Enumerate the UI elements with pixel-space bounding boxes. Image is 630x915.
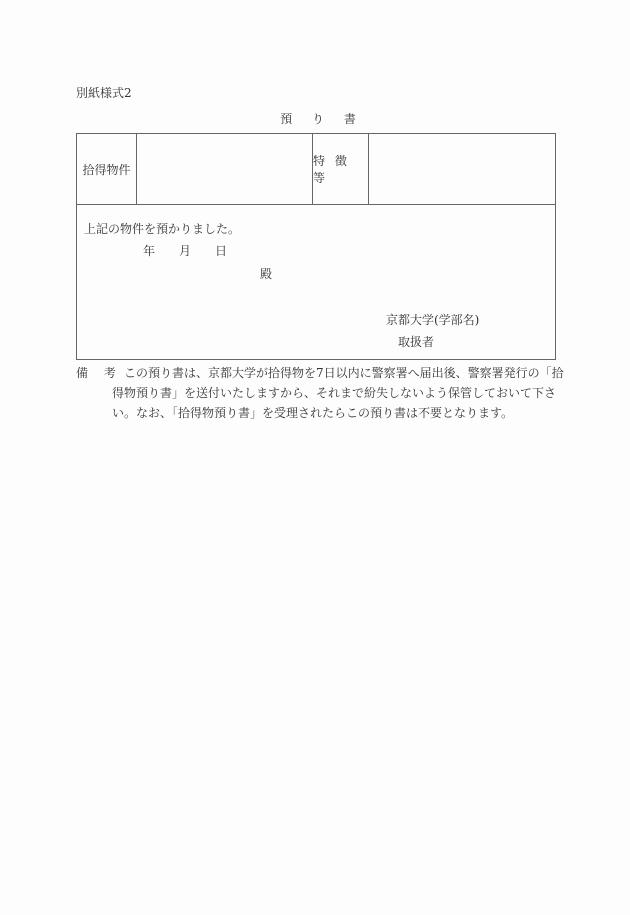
notes-label-char: 考 (103, 366, 116, 380)
notes-label (76, 363, 128, 383)
notes-label-char: 備 (76, 366, 89, 380)
notes-line: 得物預り書」を送付いたしますから、それまで紛失しないよう保管しておいて下さ (112, 386, 557, 400)
date-year: 年 (143, 244, 156, 258)
item-value-field[interactable] (137, 134, 313, 204)
features-label: 特 徴 等 (313, 134, 369, 204)
date-day: 日 (215, 244, 228, 258)
receipt-statement: 上記の物件を預かりました。 (84, 222, 241, 236)
notes-line: この預り書は、京都大学が拾得物を7日以内に警察署へ届出後、警察署発行の「拾 (124, 366, 564, 380)
title-char: り (311, 112, 324, 126)
document-title (0, 110, 630, 127)
title-char: 書 (343, 112, 356, 126)
date-month: 月 (179, 244, 192, 258)
notes-line: い。なお、「拾得物預り書」を受理されたらこの預り書は不要となります。 (112, 406, 514, 420)
features-value-field[interactable] (369, 134, 555, 204)
issuer: 京都大学(学部名) (386, 313, 480, 327)
title-char: 預 (280, 112, 293, 126)
item-label: 拾得物件 (77, 134, 137, 204)
item-row (77, 134, 555, 205)
form-code: 別紙様式2 (76, 86, 132, 100)
handler-label: 取扱者 (398, 335, 435, 349)
addressee-suffix: 殿 (260, 267, 273, 281)
receipt-table (76, 133, 556, 360)
